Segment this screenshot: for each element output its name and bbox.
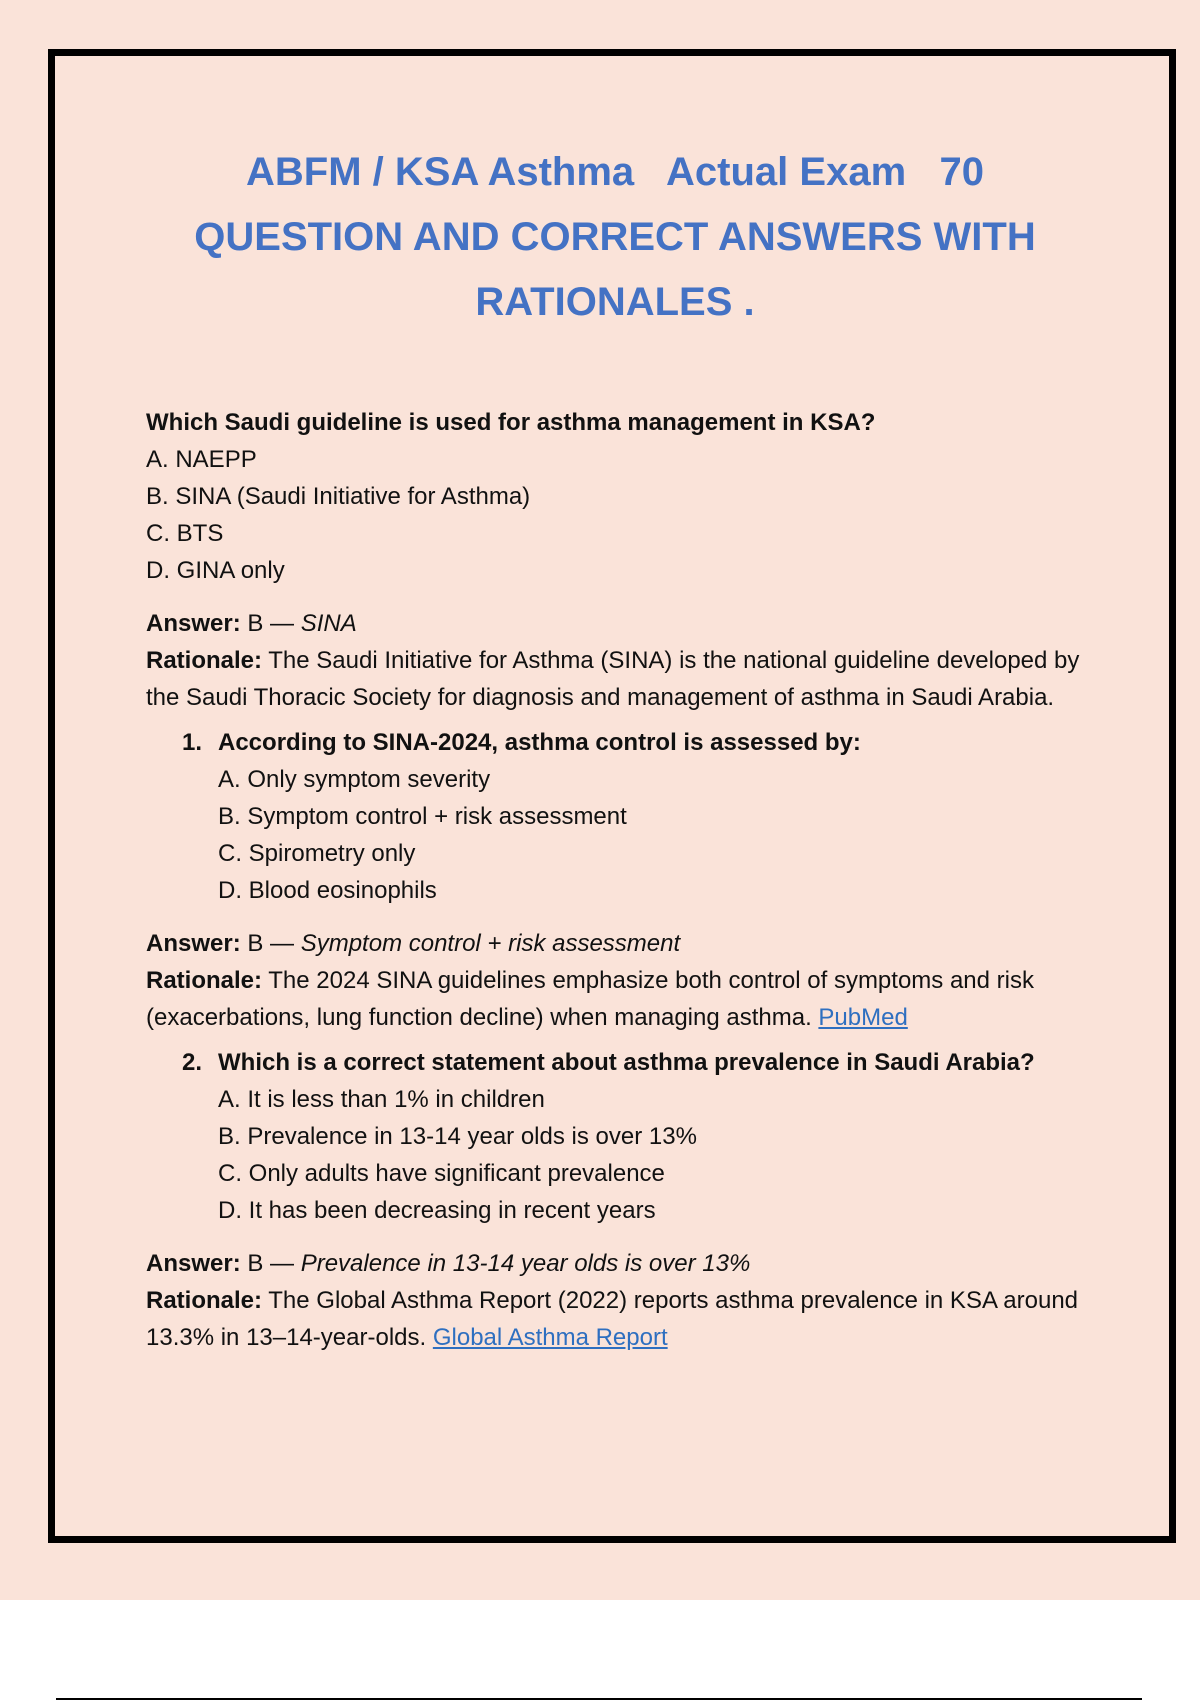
option-a: A. NAEPP	[146, 446, 257, 473]
option-c: C. BTS	[146, 520, 224, 547]
rationale-text: The 2024 SINA guidelines emphasize both control of symptoms and risk (exacerbations, lung function decline) when managing asthma.	[146, 967, 1034, 1031]
question-text: According to SINA-2024, asthma control is assessed by:	[218, 729, 861, 756]
rationale-line	[146, 642, 1096, 716]
answer-label: Answer:	[146, 930, 241, 957]
option-b: B. Prevalence in 13-14 year olds is over 13%	[218, 1123, 697, 1150]
option-a: A. It is less than 1% in children	[218, 1086, 545, 1113]
answer-line	[146, 1245, 1096, 1282]
global-asthma-report-link[interactable]: Global Asthma Report	[432, 1324, 668, 1351]
question-number: 2.	[182, 1049, 203, 1076]
pubmed-link[interactable]: PubMed	[818, 1004, 908, 1031]
rationale-line	[146, 1282, 1096, 1356]
document-title	[140, 140, 1090, 335]
answer-text: SINA	[300, 610, 357, 637]
rationale-text: The Global Asthma Report (2022) reports asthma prevalence in KSA around 13.3% in 13–14-year-olds.	[146, 1287, 1079, 1351]
rationale-label: Rationale:	[146, 1287, 263, 1314]
answer-line	[146, 925, 1096, 962]
rationale-line	[146, 962, 1096, 1036]
option-c: C. Spirometry only	[218, 840, 416, 867]
option-d: D. Blood eosinophils	[218, 877, 437, 904]
answer-letter: B —	[247, 1250, 301, 1277]
question-text: Which is a correct statement about asthma prevalence in Saudi Arabia?	[218, 1049, 1035, 1076]
title-line-2: QUESTION AND CORRECT ANSWERS WITH	[194, 215, 1036, 259]
question-text: Which Saudi guideline is used for asthma management in KSA?	[146, 409, 876, 436]
title-line-1: ABFM / KSA Asthma Actual Exam 70	[246, 150, 984, 194]
answer-line	[146, 605, 1096, 642]
answer-text: Symptom control + risk assessment	[300, 930, 681, 957]
answer-text: Prevalence in 13-14 year olds is over 13%	[300, 1250, 751, 1277]
answer-label: Answer:	[146, 1250, 241, 1277]
option-c: C. Only adults have significant prevalence	[218, 1160, 665, 1187]
option-a: A. Only symptom severity	[218, 766, 491, 793]
document-content	[146, 404, 1096, 1356]
option-d: D. GINA only	[146, 557, 285, 584]
rationale-label: Rationale:	[146, 967, 263, 994]
option-d: D. It has been decreasing in recent years	[218, 1197, 656, 1224]
rationale-label: Rationale:	[146, 647, 263, 674]
question-1	[146, 724, 1096, 761]
question-number: 1.	[182, 729, 203, 756]
answer-letter: B —	[247, 930, 301, 957]
question-2	[146, 1044, 1096, 1081]
answer-letter: B —	[247, 610, 301, 637]
option-b: B. Symptom control + risk assessment	[218, 803, 627, 830]
option-b: B. SINA (Saudi Initiative for Asthma)	[146, 483, 531, 510]
answer-label: Answer:	[146, 610, 241, 637]
title-line-3: RATIONALES .	[475, 280, 755, 324]
rationale-text: The Saudi Initiative for Asthma (SINA) is the national guideline developed by the Saudi Thoracic Society for diagnosis and management of asthma in Saudi Arabia.	[146, 647, 1080, 711]
